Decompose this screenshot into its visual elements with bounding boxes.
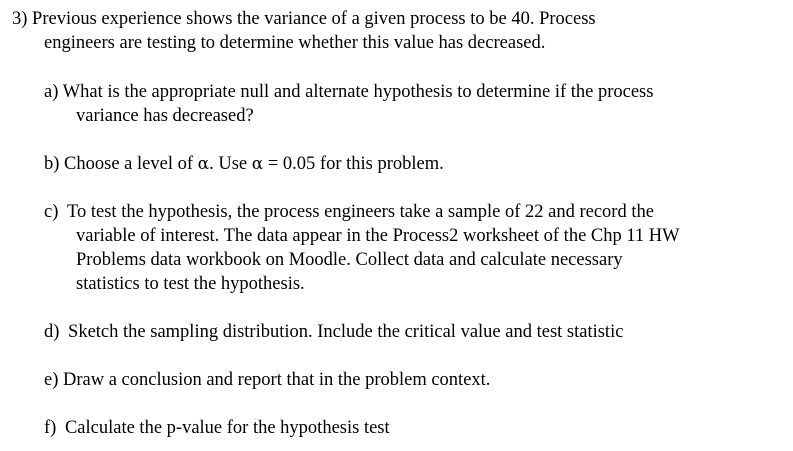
part-b-text-2: . Use	[209, 154, 252, 174]
alpha-symbol: α	[251, 154, 264, 174]
part-b-text-3: = 0.05 for this problem.	[263, 154, 444, 174]
problem-number: 3)	[12, 9, 28, 29]
part-c-line-2: variable of interest. The data appear in the Process2 worksheet of the Chp 11 HW	[76, 226, 680, 246]
part-b-text-1: Choose a level of	[64, 154, 198, 174]
problem-intro-line-2: engineers are testing to determine whether this value has decreased.	[44, 33, 546, 53]
part-d-label: d)	[44, 322, 60, 342]
part-c-line-3: Problems data workbook on Moodle. Collect data and calculate necessary	[76, 250, 623, 270]
part-e-label: e)	[44, 370, 59, 390]
part-a-label: a)	[44, 82, 59, 102]
part-e-line	[44, 368, 490, 392]
part-b-label: b)	[44, 154, 60, 174]
problem-intro-line-1	[12, 7, 596, 31]
part-f-text: Calculate the p-value for the hypothesis test	[64, 418, 390, 438]
part-c-line-1	[44, 200, 654, 224]
part-d-text: Sketch the sampling distribution. Include the critical value and test statistic	[68, 322, 624, 342]
part-d-line	[44, 320, 623, 344]
part-f-label: f)	[44, 418, 57, 438]
part-a-line-1	[44, 80, 653, 104]
part-a-line-2: variance has decreased?	[76, 106, 254, 126]
part-f-line	[44, 416, 390, 440]
part-c-text-1: To test the hypothesis, the process engineers take a sample of 22 and record the	[67, 202, 654, 222]
part-c-line-4: statistics to test the hypothesis.	[76, 274, 305, 294]
alpha-symbol: α	[197, 154, 210, 174]
part-e-text: Draw a conclusion and report that in the problem context.	[63, 370, 491, 390]
part-c-label: c)	[44, 202, 59, 222]
part-a-text-1: What is the appropriate null and alternate hypothesis to determine if the process	[62, 82, 654, 102]
part-b-line	[44, 152, 444, 176]
problem-intro-text-1: Previous experience shows the variance of a given process to be 40. Process	[32, 9, 596, 29]
